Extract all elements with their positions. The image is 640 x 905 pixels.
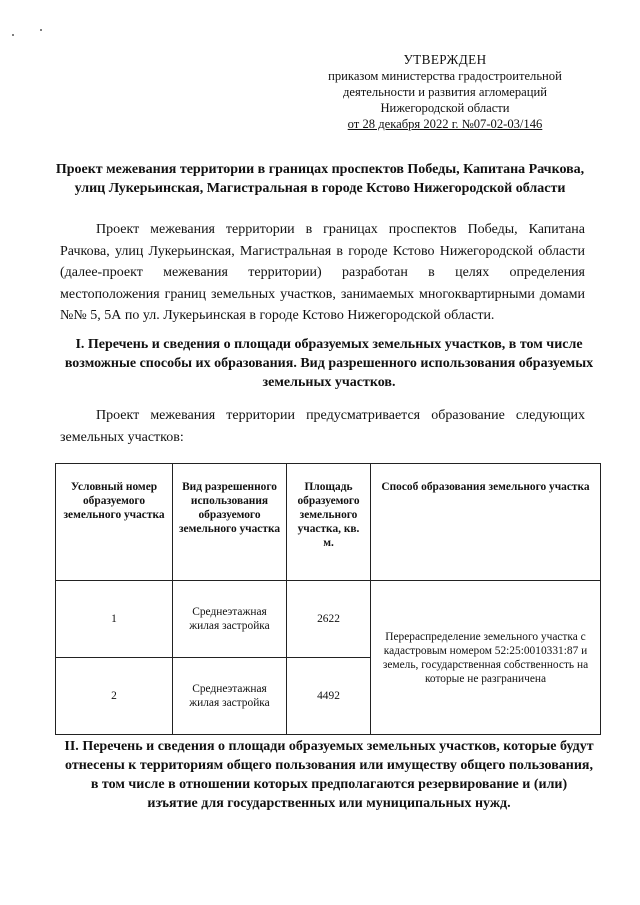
scan-speck <box>40 29 42 31</box>
plot-area: 4492 <box>287 658 371 735</box>
table-header-cell: Способ образования земельного участка <box>371 464 601 581</box>
section-text: Перечень и сведения о площади образуемых земельных участков, которые будут отнесены к территориям общего пользования или имуществу общего пользования, в том числе в отношении которых предполагаются резервирование и (или) изъятие для государственных или муниципальных нужд. <box>65 739 594 811</box>
plot-use: Среднеэтажная жилая застройка <box>173 581 287 658</box>
table-header-row <box>56 464 601 581</box>
plot-number: 1 <box>56 581 173 658</box>
document-title: Проект межевания территории в границах проспектов Победы, Капитана Рачкова, улиц Лукерьинская, Магистральная в городе Кстово Нижегородской области <box>55 162 585 196</box>
section-1-heading <box>64 335 594 392</box>
table-header-cell: Площадь образуемого земельного участка, кв. м. <box>287 464 371 581</box>
approval-line: деятельности и развития агломераций <box>343 85 547 99</box>
plot-number: 2 <box>56 658 173 735</box>
approval-line: Нижегородской области <box>380 101 510 115</box>
approval-stamp <box>300 52 590 132</box>
approval-head: УТВЕРЖДЕН <box>403 52 487 67</box>
plot-use: Среднеэтажная жилая застройка <box>173 658 287 735</box>
plot-area: 2622 <box>287 581 371 658</box>
section-2-heading <box>64 737 594 813</box>
plots-table <box>55 463 601 735</box>
approval-line: приказом министерства градостроительной <box>328 69 562 83</box>
section-text: Перечень и сведения о площади образуемых земельных участков, в том числе возможные способы их образования. Вид разрешенного использования образуемых земельных участков. <box>64 337 594 390</box>
scan-speck <box>12 34 14 36</box>
table-header-cell: Условный номер образуемого земельного участка <box>56 464 173 581</box>
table-header-cell: Вид разрешенного использования образуемого земельного участка <box>173 464 287 581</box>
intro-text: Проект межевания территории в границах проспектов Победы, Капитана Рачкова, улиц Лукерьинская, Магистральная в городе Кстово Нижегородской области (далее-проект межевания территории) разработан в целях определения местоположения границ земельных участков, занимаемых многоквартирными домами №№ 5, 5А по ул. Лукерьинская в городе Кстово Нижегородской области. <box>60 222 585 323</box>
section-number: I. <box>75 337 85 352</box>
approval-date: от 28 декабря 2022 г. №07-02-03/146 <box>347 117 543 131</box>
intro-paragraph <box>60 219 585 327</box>
para-2 <box>60 405 585 448</box>
section-number: II. <box>64 739 79 754</box>
para-2-text: Проект межевания территории предусматривается образование следующих земельных участков: <box>60 408 585 445</box>
table-row <box>56 581 601 658</box>
plot-method: Перераспределение земельного участка с кадастровым номером 52:25:0010331:87 и земель, государственная собственность на которые не разграничена <box>371 581 601 735</box>
